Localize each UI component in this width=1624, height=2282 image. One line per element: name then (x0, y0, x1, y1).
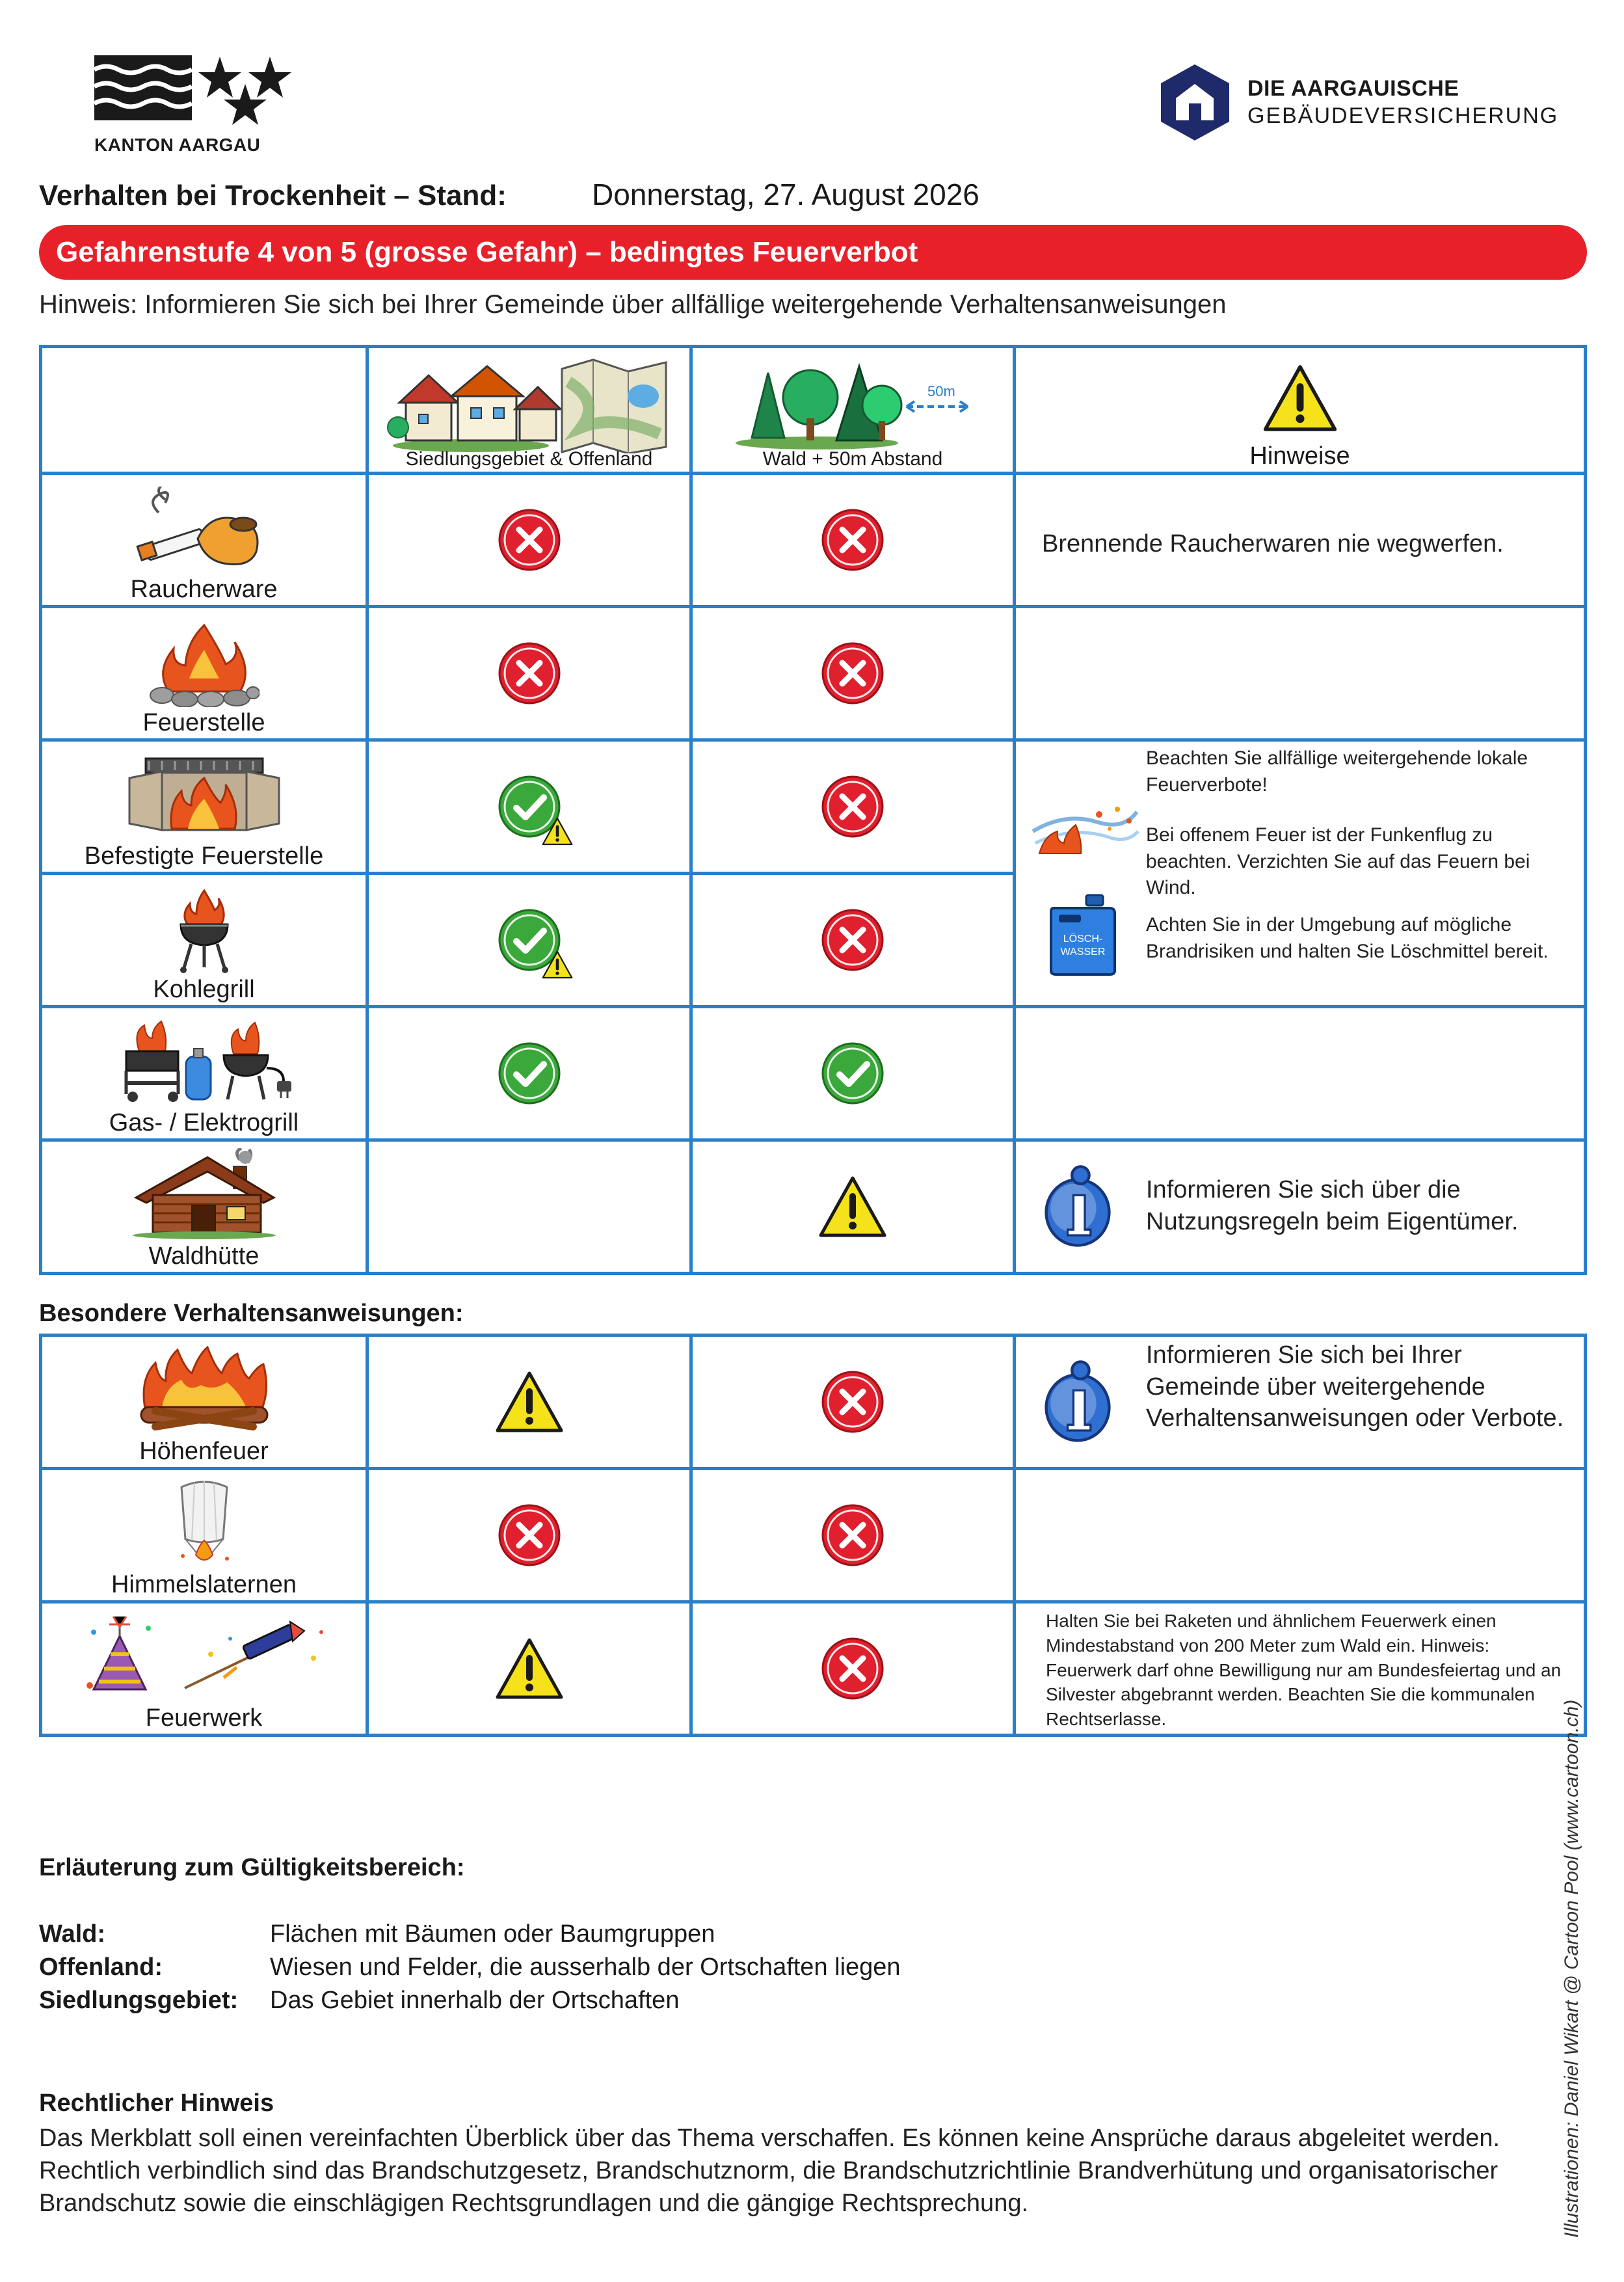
sky-lantern-icon (168, 1477, 240, 1568)
aargauische-gebaeudeversicherung-logo (1158, 62, 1559, 146)
distance-label: 50m (927, 383, 955, 399)
cell-gas-elektrogrill-siedlung (366, 1005, 693, 1142)
cell-gas-elektrogrill-wald (689, 1005, 1016, 1142)
term-siedlungsgebiet: Siedlungsgebiet: (39, 1987, 239, 2014)
validity-heading: Erläuterung zum Gültigkeitsbereich: (39, 1854, 465, 1881)
cell-waldhuette-hinweis (1013, 1138, 1587, 1275)
cell-raucherware-siedlung (366, 472, 693, 608)
cell-feuerstelle-hinweis (1013, 605, 1587, 742)
row-label-feuerwerk (39, 1600, 369, 1737)
label-befestigte-feuerstelle: Befestigte Feuerstelle (84, 842, 324, 870)
label-himmelslaternen: Himmelslaternen (111, 1571, 297, 1598)
cell-feuerstelle-wald (689, 605, 1016, 742)
forbidden-icon (820, 774, 885, 839)
warning-icon (817, 1174, 888, 1239)
aargau-waves-icon (94, 55, 192, 120)
canister-label-1: LÖSCH- (1063, 933, 1103, 945)
forbidden-icon (820, 1503, 885, 1568)
row-label-himmelslaternen (39, 1467, 369, 1604)
definition-wald: Flächen mit Bäumen oder Baumgruppen (270, 1920, 715, 1948)
row-label-hoehenfeuer (39, 1334, 369, 1470)
aargau-stars-icon (197, 55, 295, 127)
house-hexagon-icon (1158, 62, 1232, 143)
cell-himmelslaternen-wald (689, 1467, 1016, 1604)
cell-hoehenfeuer-hinweis (1013, 1334, 1587, 1470)
cell-kohlegrill-siedlung (366, 872, 693, 1008)
cell-gas-elektrogrill-hinweis (1013, 1005, 1587, 1142)
info-icon (1042, 1359, 1113, 1445)
cell-feuerwerk-hinweis (1013, 1600, 1587, 1737)
cell-himmelslaternen-hinweis (1013, 1467, 1587, 1604)
warning-icon (494, 1369, 565, 1434)
label-hoehenfeuer: Höhenfeuer (139, 1438, 269, 1465)
cell-hoehenfeuer-wald (689, 1334, 1016, 1470)
note-local-bans: Beachten Sie allfällige weitergehende lokale Feuerverbote! (1146, 747, 1528, 796)
forbidden-icon (820, 1369, 885, 1434)
column-header-hinweise (1013, 345, 1587, 475)
kanton-aargau-logo (94, 55, 302, 159)
cell-feuerwerk-siedlung (366, 1600, 693, 1737)
cigarette-pipe-icon (133, 487, 276, 571)
danger-level-banner: Gefahrenstufe 4 von 5 (grosse Gefahr) – bedingtes Feuerverbot (39, 225, 1587, 280)
row-label-feuerstelle (39, 605, 369, 742)
cell-waldhuette-siedlung (366, 1138, 693, 1275)
kanton-aargau-text: KANTON AARGAU (94, 135, 261, 155)
wind-sparks-icon (1026, 799, 1140, 857)
allowed-icon (497, 1041, 562, 1106)
row-label-kohlegrill (39, 872, 369, 1008)
warning-icon (541, 816, 574, 846)
column-header-wald (689, 345, 1016, 475)
cell-feuerwerk-wald (689, 1600, 1016, 1737)
cell-merged-hinweis (1013, 738, 1587, 1008)
note-hoehenfeuer: Informieren Sie sich bei Ihrer Gemeinde über weitergehende Verhaltensanweisungen oder Verbote. (1146, 1341, 1564, 1432)
forest-hut-icon (129, 1148, 279, 1239)
special-section-heading: Besondere Verhaltensanweisungen: (39, 1300, 464, 1327)
forbidden-icon (820, 641, 885, 706)
note-raucherware: Brennende Raucherwaren nie wegwerfen. (1042, 530, 1504, 557)
fixed-fireplace-icon (123, 752, 286, 837)
village-map-icon (386, 356, 672, 453)
column-label-hinweise: Hinweise (1249, 442, 1350, 470)
fireworks-icon (81, 1613, 328, 1697)
forest-icon (732, 360, 973, 451)
charcoal-grill-icon (172, 885, 237, 974)
column-label-siedlung: Siedlungsgebiet & Offenland (405, 448, 653, 470)
campfire-icon (149, 619, 260, 707)
note-feuerwerk: Halten Sie bei Raketen und ähnlichem Feuerwerk einen Mindestabstand von 200 Meter zum Wald ein. Hinweis: Feuerwerk darf ohne Bewilligung nur am Bundesfeiertag und an Silvester abgebrannt werden. Beachten Sie die kommunalen Rechtserlasse. (1046, 1611, 1562, 1730)
warning-icon (1261, 362, 1339, 434)
row-label-raucherware (39, 472, 369, 608)
cell-befestigte-feuerstelle-wald (689, 738, 1016, 875)
cell-waldhuette-wald (689, 1138, 1016, 1275)
label-feuerstelle: Feuerstelle (142, 709, 265, 736)
forbidden-icon (820, 907, 885, 973)
cell-befestigte-feuerstelle-siedlung (366, 738, 693, 875)
cell-feuerstelle-siedlung (366, 605, 693, 742)
bonfire-icon (136, 1346, 273, 1434)
cell-kohlegrill-wald (689, 872, 1016, 1008)
note-sparks: Bei offenem Feuer ist der Funkenflug zu beachten. Verzichten Sie auf das Feuern bei Wind. (1146, 824, 1530, 898)
status-date: Donnerstag, 27. August 2026 (592, 178, 979, 211)
column-header-siedlung (366, 345, 693, 475)
general-hint: Hinweis: Informieren Sie sich bei Ihrer Gemeinde über allfällige weitergehende Verhaltensanweisungen (39, 290, 1227, 319)
canister-label-2: WASSER (1060, 946, 1106, 958)
forbidden-icon (497, 641, 562, 706)
label-kohlegrill: Kohlegrill (153, 976, 255, 1003)
legal-heading: Rechtlicher Hinweis (39, 2089, 274, 2117)
allowed-icon (820, 1041, 885, 1106)
logo-line-1: DIE AARGAUISCHE (1247, 76, 1459, 101)
warning-icon (541, 950, 574, 980)
cell-raucherware-wald (689, 472, 1016, 608)
forbidden-icon (497, 1503, 562, 1568)
cell-raucherware-hinweis (1013, 472, 1587, 608)
cell-himmelslaternen-siedlung (366, 1467, 693, 1604)
term-offenland: Offenland: (39, 1953, 163, 1981)
illustration-credit: Illustrationen: Daniel Wikart @ Cartoon Pool (www.cartoon.ch) (1561, 1699, 1582, 2238)
forbidden-icon (820, 1636, 885, 1701)
table-header-empty-cell (39, 345, 369, 475)
forbidden-icon (820, 507, 885, 572)
row-label-befestigte-feuerstelle (39, 738, 369, 875)
document-title: Verhalten bei Trockenheit – Stand: (39, 180, 507, 211)
term-wald: Wald: (39, 1920, 106, 1948)
definition-offenland: Wiesen und Felder, die ausserhalb der Ortschaften liegen (270, 1953, 901, 1981)
info-icon (1042, 1164, 1113, 1250)
label-raucherware: Raucherware (130, 576, 278, 603)
gas-electric-grill-icon (113, 1019, 295, 1103)
cell-hoehenfeuer-siedlung (366, 1334, 693, 1470)
label-gas-elektrogrill: Gas- / Elektrogrill (109, 1109, 299, 1136)
note-waldhuette: Informieren Sie sich über die Nutzungsregeln beim Eigentümer. (1146, 1176, 1519, 1236)
row-label-gas-elektrogrill (39, 1005, 369, 1142)
logo-line-2: GEBÄUDEVERSICHERUNG (1247, 103, 1559, 128)
forbidden-icon (497, 507, 562, 572)
row-label-waldhuette (39, 1138, 369, 1275)
note-risks: Achten Sie in der Umgebung auf mögliche Brandrisiken und halten Sie Löschmittel bereit. (1146, 914, 1549, 962)
definition-siedlungsgebiet: Das Gebiet innerhalb der Ortschaften (270, 1987, 680, 2014)
extinguishing-water-canister-icon (1047, 893, 1119, 977)
legal-text: Das Merkblatt soll einen vereinfachten Überblick über das Thema verschaffen. Es können keine Ansprüche daraus abgeleitet werden. Rechtlich verbindlich sind das Brandschutzgesetz, Brandschutznorm, die Brandschutzrichtlinie Brandverhütung und organisatorischer Brandschutz sowie die einschlägigen Rechtsgrundlagen und die gängige Rechtsprechung. (39, 2125, 1500, 2218)
label-waldhuette: Waldhütte (148, 1242, 260, 1270)
warning-icon (494, 1636, 565, 1701)
label-feuerwerk: Feuerwerk (145, 1704, 263, 1732)
column-label-wald: Wald + 50m Abstand (762, 448, 943, 470)
